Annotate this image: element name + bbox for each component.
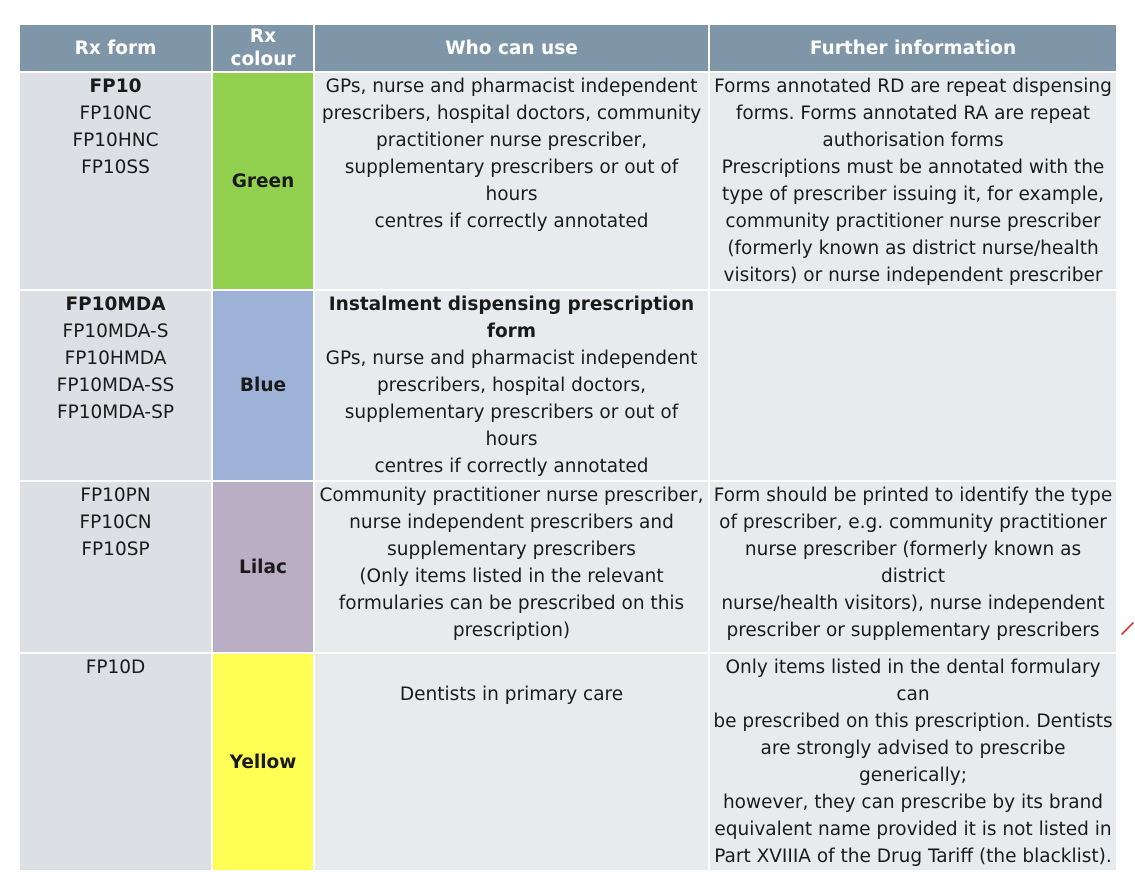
rx-colour-label: Blue <box>239 375 287 396</box>
info-line: visitors) or nurse independent prescriber <box>723 265 1103 286</box>
rx-form-cell <box>19 653 212 871</box>
info-line: Form should be printed to identify the type <box>713 485 1113 506</box>
table-row <box>19 72 1117 290</box>
header-rx-colour: Rx colour <box>212 24 314 72</box>
info-line: (formerly known as district nurse/health <box>727 238 1099 259</box>
who-line: (Only items listed in the relevant <box>359 566 664 587</box>
who-line: nurse independent prescribers and <box>349 512 674 533</box>
rx-form-cell <box>19 481 212 653</box>
info-line: however, they can prescribe by its brand <box>722 792 1104 813</box>
rx-form-name: FP10MDA-SS <box>56 375 175 396</box>
info-line: authorisation forms <box>822 130 1004 151</box>
rx-form-name: FP10HNC <box>72 130 159 151</box>
rx-form-name: FP10SS <box>81 157 150 178</box>
rx-form-name: FP10MDA-SP <box>56 402 175 423</box>
who-line: centres if correctly annotated <box>374 211 649 232</box>
who-line: prescription) <box>452 620 571 641</box>
who-line: Dentists in primary care <box>399 684 624 705</box>
who-can-use-cell <box>314 481 709 653</box>
who-heading: Instalment dispensing prescription form <box>328 294 695 342</box>
further-information-cell <box>709 653 1117 871</box>
rx-form-cell <box>19 290 212 481</box>
rx-form-name: FP10SP <box>81 539 150 560</box>
who-line: GPs, nurse and pharmacist independent <box>325 348 698 369</box>
info-line: Forms annotated RD are repeat dispensing <box>714 76 1112 97</box>
info-line: type of prescriber issuing it, for example, <box>721 184 1105 205</box>
who-line: formularies can be prescribed on this <box>338 593 685 614</box>
info-line: are strongly advised to prescribe generically; <box>760 738 1066 786</box>
info-line: be prescribed on this prescription. Dentists <box>713 711 1113 732</box>
info-line: nurse/health visitors), nurse independent <box>721 593 1105 614</box>
prescription-forms-table <box>18 23 1118 872</box>
rx-form-name: FP10NC <box>79 103 152 124</box>
rx-colour-label: Yellow <box>229 751 297 773</box>
info-line: prescriber or supplementary prescribers <box>726 620 1100 641</box>
rx-colour-label: Lilac <box>239 556 287 578</box>
rx-form-name: FP10MDA-S <box>62 321 169 342</box>
who-can-use-cell <box>314 653 709 871</box>
who-line: practitioner nurse prescriber, <box>375 130 647 151</box>
info-line: of prescriber, e.g. community practitioner <box>719 512 1107 533</box>
rx-form-cell <box>19 72 212 290</box>
rx-form-name: FP10HMDA <box>64 348 167 369</box>
info-line: Prescriptions must be annotated with the <box>721 157 1105 178</box>
further-information-cell <box>709 72 1117 290</box>
rx-colour-cell-blue <box>212 290 314 481</box>
table-row <box>19 653 1117 871</box>
who-line: supplementary prescribers <box>387 539 636 560</box>
rx-colour-label: Green <box>231 170 295 192</box>
who-can-use-cell <box>314 290 709 481</box>
who-line: centres if correctly annotated <box>374 456 649 477</box>
info-line: equivalent name provided it is not listed in <box>714 819 1112 840</box>
who-line: Community practitioner nurse prescriber, <box>319 485 704 506</box>
further-information-cell <box>709 481 1117 653</box>
rx-colour-cell-yellow <box>212 653 314 871</box>
who-line: supplementary prescribers or out of hours <box>344 402 679 450</box>
info-line: community practitioner nurse prescriber <box>725 211 1101 232</box>
rx-form-name: FP10MDA <box>65 294 166 315</box>
table-row <box>19 481 1117 653</box>
who-line: GPs, nurse and pharmacist independent <box>325 76 698 97</box>
rx-colour-cell-green <box>212 72 314 290</box>
table-header-row <box>19 24 1117 72</box>
who-line: prescribers, hospital doctors, community <box>321 103 702 124</box>
rx-colour-cell-lilac <box>212 481 314 653</box>
who-line: prescribers, hospital doctors, <box>376 375 647 396</box>
table-row <box>19 290 1117 481</box>
rx-form-name: FP10 <box>89 76 142 97</box>
info-line: nurse prescriber (formerly known as district <box>744 539 1082 587</box>
info-line: Only items listed in the dental formulary can <box>725 657 1101 705</box>
further-information-cell <box>709 290 1117 481</box>
who-line: supplementary prescribers or out of hours <box>344 157 679 205</box>
header-further-information: Further information <box>709 24 1117 72</box>
rx-form-name: FP10D <box>85 657 146 678</box>
who-can-use-cell <box>314 72 709 290</box>
rx-form-name: FP10PN <box>80 485 151 506</box>
info-line: Part XVIIIA of the Drug Tariff (the blacklist). <box>714 846 1112 867</box>
rx-form-name: FP10CN <box>79 512 152 533</box>
info-line: forms. Forms annotated RA are repeat <box>735 103 1091 124</box>
annotation-pen-mark <box>1121 620 1135 636</box>
header-rx-form: Rx form <box>19 24 212 72</box>
header-who-can-use: Who can use <box>314 24 709 72</box>
